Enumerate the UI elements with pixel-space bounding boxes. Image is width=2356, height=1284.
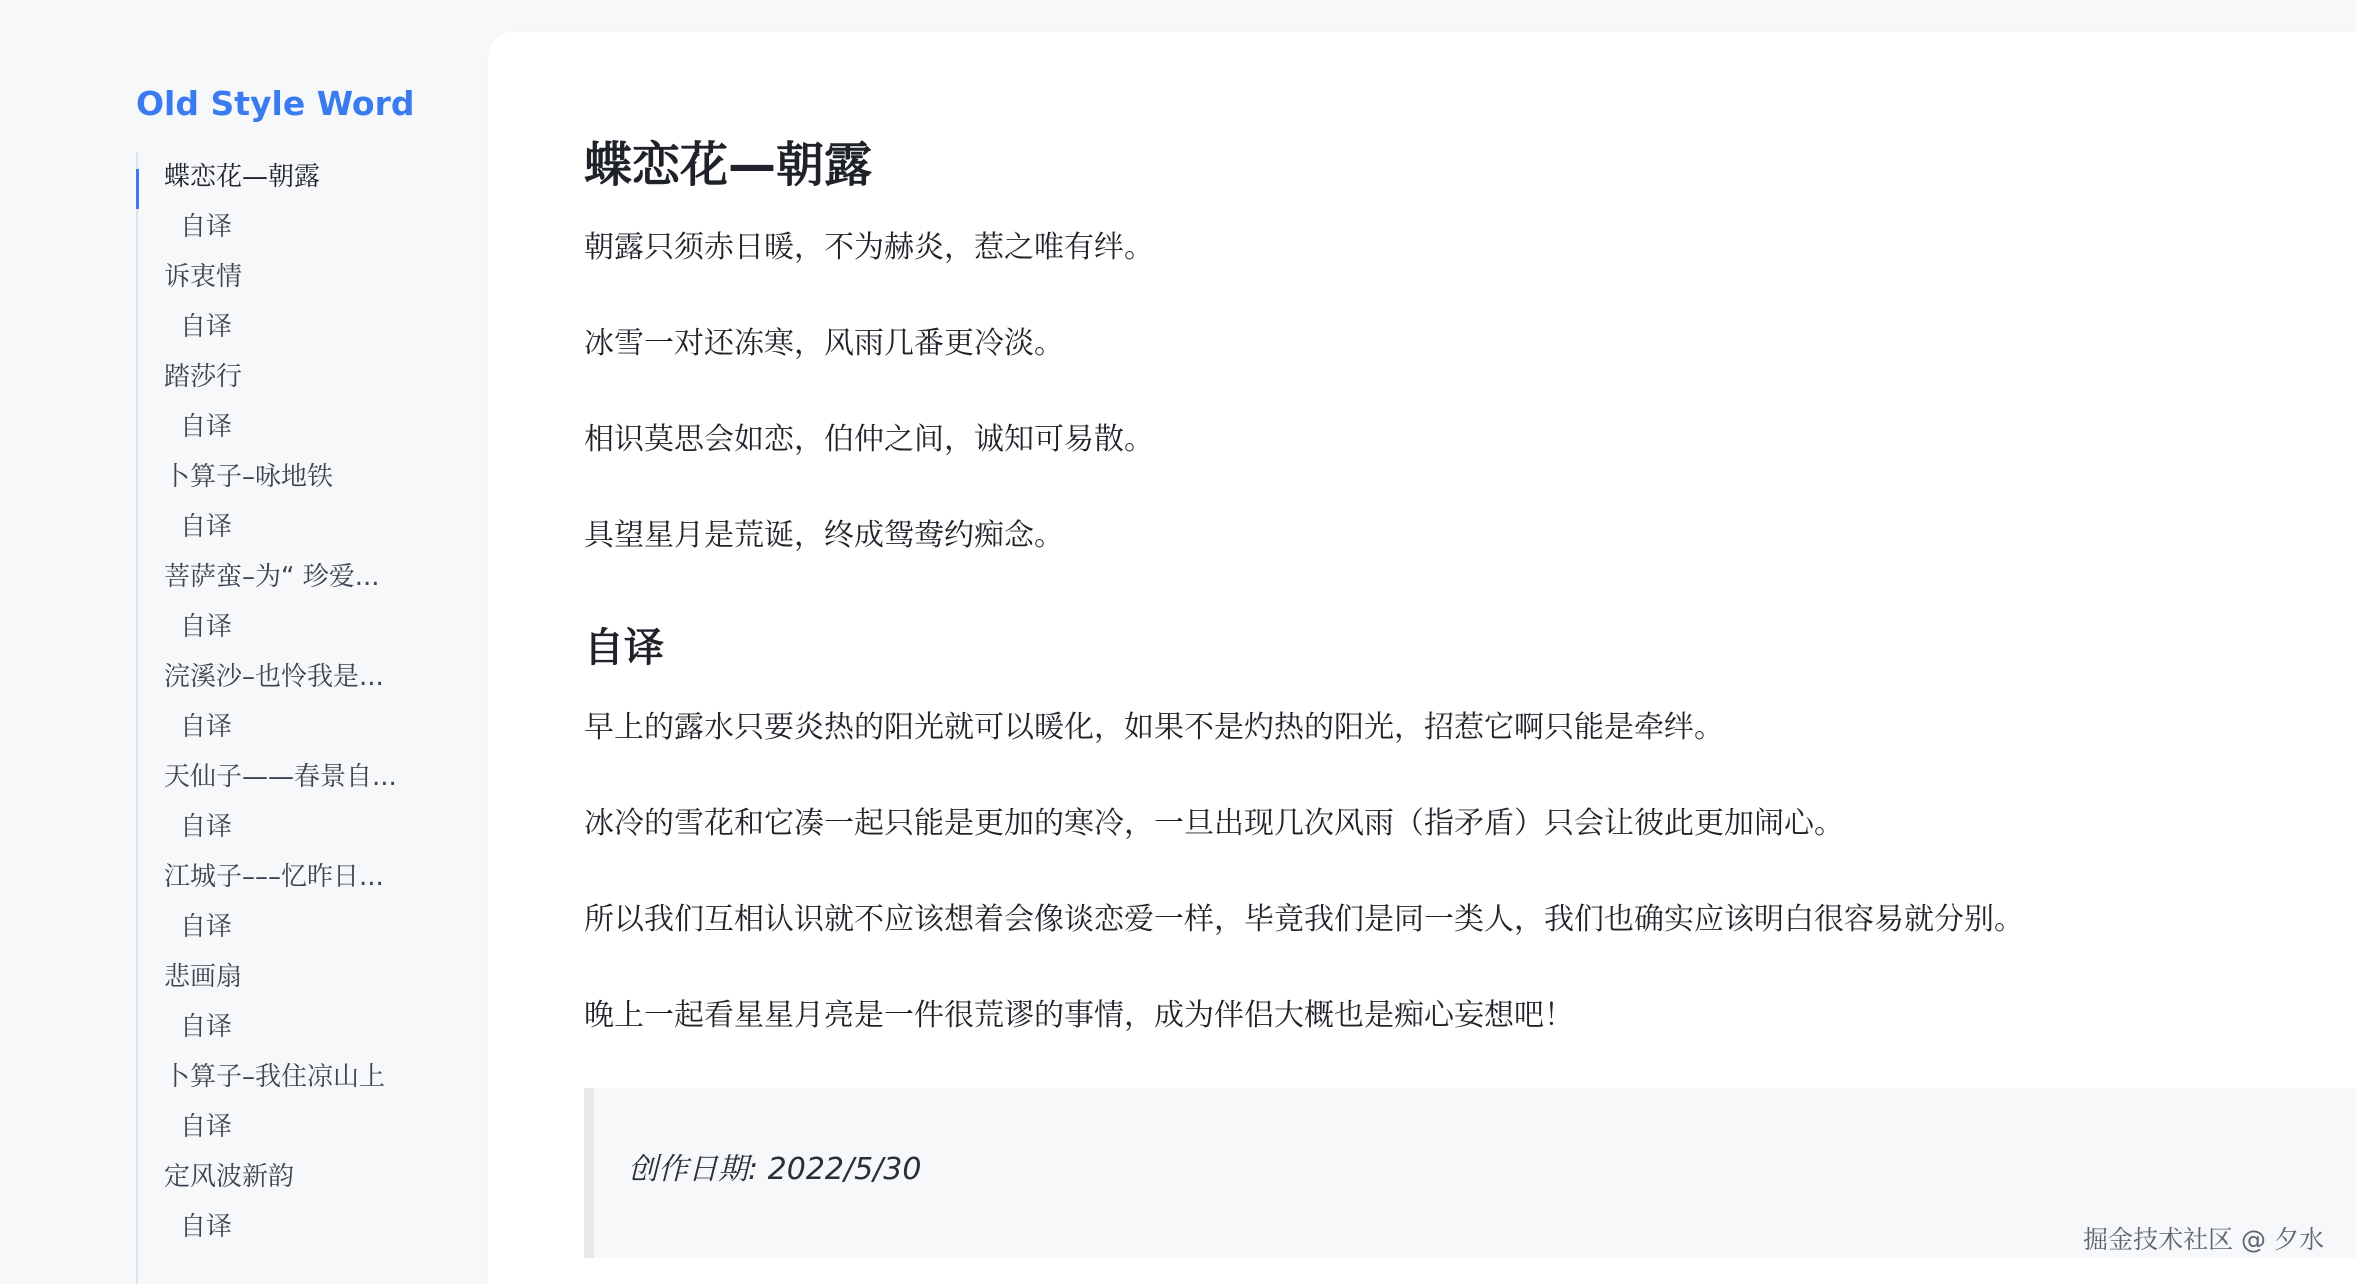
section-title-translation: 自译 (584, 625, 664, 671)
toc-item-translation[interactable]: 自译 (180, 212, 233, 242)
watermark: 掘金技术社区 @ 夕水 (2083, 1225, 2324, 1254)
toc-item-busuanzi-subway[interactable]: 卜算子–咏地铁 (164, 462, 334, 492)
toc-item-translation[interactable]: 自译 (180, 1112, 233, 1142)
toc-item-translation[interactable]: 自译 (180, 712, 233, 742)
creation-date: 创作日期: 2022/5/30 (628, 1152, 922, 1187)
toc-item-translation[interactable]: 自译 (180, 412, 233, 442)
toc-item-tashaxing[interactable]: 踏莎行 (164, 362, 243, 392)
translation-line: 晚上一起看星星月亮是一件很荒谬的事情，成为伴侣大概也是痴心妄想吧！ (584, 998, 1574, 1033)
article-title: 蝶恋花—朝露 (584, 137, 873, 193)
sidebar (0, 0, 488, 1284)
toc-item-translation[interactable]: 自译 (180, 1212, 233, 1242)
toc-item-busuanzi-liangshan[interactable]: 卜算子–我住凉山上 (164, 1062, 386, 1092)
poem-line: 冰雪一对还冻寒，风雨几番更冷淡。 (584, 326, 1064, 361)
toc-item-suzhongqing[interactable]: 诉衷情 (164, 262, 243, 292)
site-title[interactable]: Old Style Word (136, 84, 415, 123)
toc-item-translation[interactable]: 自译 (180, 312, 233, 342)
toc-item-pusaman[interactable]: 菩萨蛮–为“ 珍爱... (164, 562, 380, 592)
toc-item-jiangchengzi[interactable]: 江城子–––忆昨日... (164, 862, 384, 892)
toc-item-tianxianzi[interactable]: 天仙子——春景自... (164, 762, 397, 792)
poem-line: 朝露只须赤日暖，不为赫炎，惹之唯有绊。 (584, 230, 1154, 265)
translation-line: 早上的露水只要炎热的阳光就可以暖化，如果不是灼热的阳光，招惹它啊只能是牵绊。 (584, 710, 1724, 745)
article-content (488, 32, 2356, 1284)
toc-item-translation[interactable]: 自译 (180, 612, 233, 642)
toc-item-translation[interactable]: 自译 (180, 1012, 233, 1042)
translation-line: 冰冷的雪花和它凑一起只能是更加的寒冷，一旦出现几次风雨（指矛盾）只会让彼此更加闹心。 (584, 806, 1844, 841)
toc-item-translation[interactable]: 自译 (180, 812, 233, 842)
toc-item-translation[interactable]: 自译 (180, 912, 233, 942)
table-of-contents (136, 152, 458, 1284)
toc-item-translation[interactable]: 自译 (180, 512, 233, 542)
toc-item-huanxisha[interactable]: 浣溪沙–也怜我是... (164, 662, 384, 692)
toc-item-dingfengbo[interactable]: 定风波新韵 (164, 1162, 295, 1192)
toc-item-dielianhua[interactable]: 蝶恋花—朝露 (164, 162, 321, 192)
poem-line: 具望星月是荒诞，终成鸳鸯约痴念。 (584, 518, 1064, 553)
toc-item-beihuashan[interactable]: 悲画扇 (164, 962, 243, 992)
toc-active-indicator (136, 169, 139, 209)
poem-line: 相识莫思会如恋，伯仲之间，诚知可易散。 (584, 422, 1154, 457)
translation-line: 所以我们互相认识就不应该想着会像谈恋爱一样，毕竟我们是同一类人，我们也确实应该明白很容易就分别。 (584, 902, 2024, 937)
